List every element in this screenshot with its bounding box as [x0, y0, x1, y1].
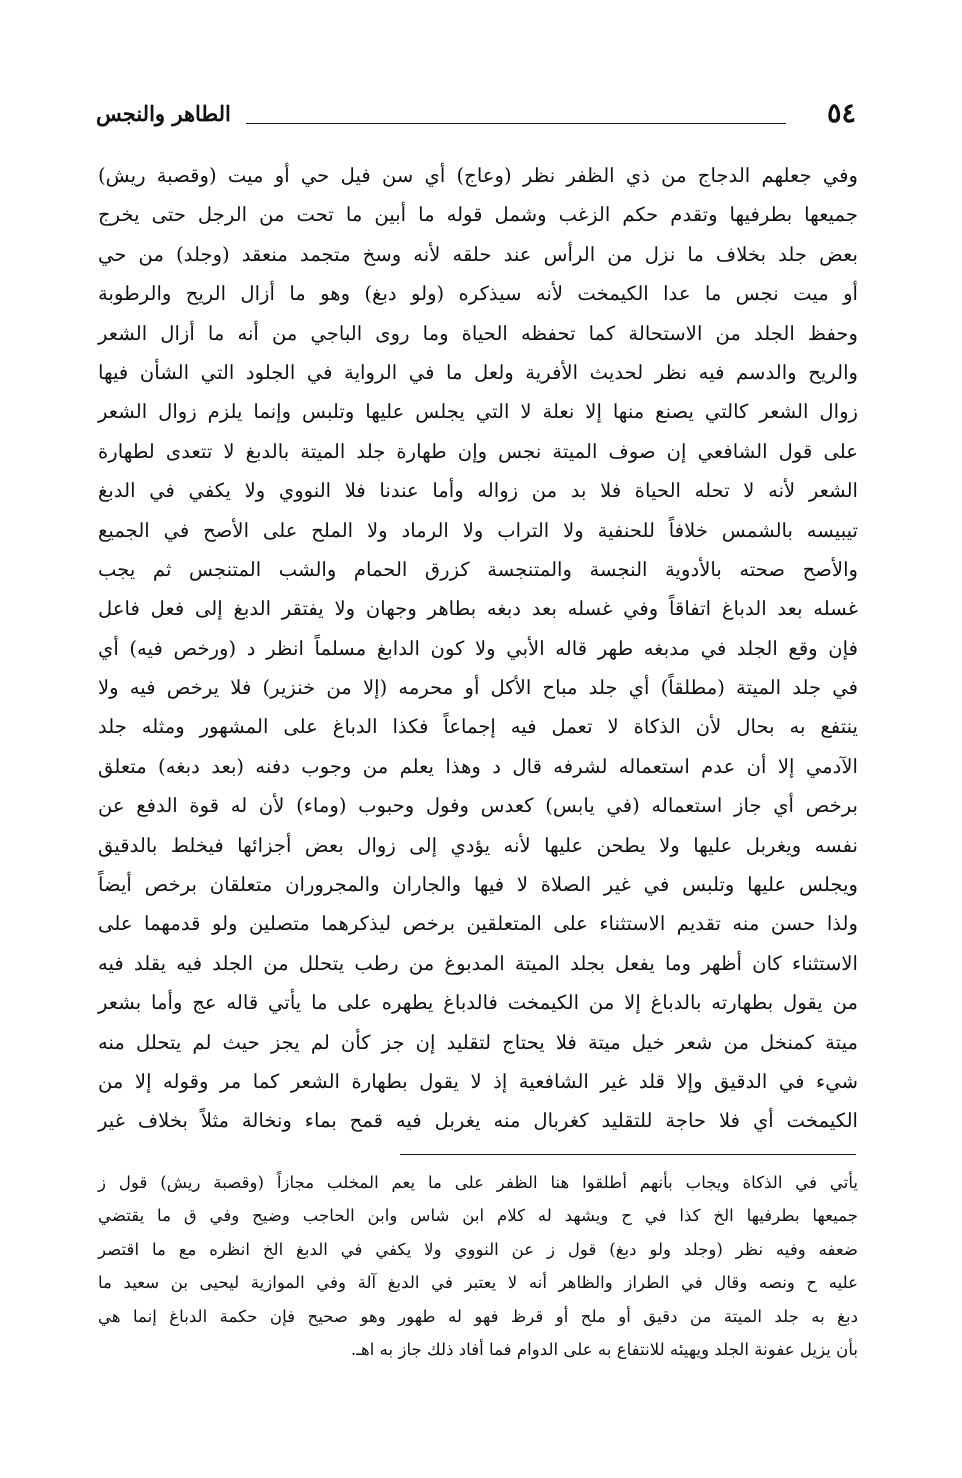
text-line: ينتفع به بحال لأن الذكاة لا تعمل فيه إجماعاً فكذا الدباغ على المشهور ومثله جلد — [98, 715, 858, 739]
text-line: الآدمي إلا أن عدم استعماله لشرفه قال د وهذا يعلم من وجوب دفنه (بعد دبغه) متعلق — [98, 754, 858, 778]
text-line: على قول الشافعي إن صوف الميتة نجس وإن طهارة جلد الميتة بالدبغ لا تتعدى لطهارة — [98, 439, 858, 463]
text-line: وفي جعلهم الدجاج من ذي الظفر نظر (وعاج) أي سن فيل حي أو ميت (وقصبة ريش) — [98, 164, 858, 187]
text-line: برخص أي جاز استعماله (في يابس) كعدس وفول وحبوب (وماء) لأن له قوة الدفع عن — [98, 794, 858, 818]
main-text — [98, 156, 858, 1141]
text-line: الشعر لأنه لا تحله الحياة فلا بد من زواله وأما عندنا فلا النووي ولا يكفي في الدبغ — [98, 479, 858, 503]
text-line: غسله بعد الدباغ اتفاقاً وفي غسله بعد دبغه بطاهر وجهان ولا يفتقر الدبغ إلى فعل فاعل — [98, 597, 858, 621]
text-line: الكيمخت أي فلا حاجة للتقليد كغربال منه يغربل فيه قمح بماء ونخالة مثلاً بخلاف غير — [98, 1109, 858, 1133]
text-line: من يقول بطهارته بالدباغ إلا من الكيمخت فالدباغ يطهره على ما يأتي قاله عج وأما بشعر — [98, 991, 858, 1015]
footnote-separator — [400, 1154, 856, 1155]
text-line: جميعها بطرفيها وتقدم حكم الزغب وشمل قوله ما أبين ما تحت من الرجل حتى يخرج — [98, 203, 858, 227]
page-number: ٥٤ — [826, 98, 856, 129]
footnote-line: عليه ح ونصه وقال في الطراز والظاهر أنه لا يعتبر في الدبغ آلة وفي الموازية ليحيى بن سعيد ما — [98, 1273, 858, 1293]
text-line: ولذا حسن منه تقديم الاستثناء على المتعلقين برخص ليذكرهما متصلين ولو قدمهما على — [98, 912, 858, 936]
text-line: والريح والدسم فيه نظر لحديث الأفرية ولعل ما في الرواية في الجلود التي الشأن فيها — [98, 360, 858, 384]
footnote — [98, 1166, 858, 1366]
text-line: نفسه ويغربل عليها ولا يطحن عليها لأنه يؤدي إلى زوال بعض أجزائها فيخلط بالدقيق — [98, 833, 858, 857]
text-line: ميتة كمنخل من شعر خيل ميتة فلا يحتاج لتقليد إن جز كأن لم يجز حيث لم يتحلل منه — [98, 1030, 858, 1054]
text-line: ويجلس عليها وتلبس في غير الصلاة لا فيها والجاران والمجروران متعلقان برخص أيضاً — [98, 873, 858, 897]
text-line: في جلد الميتة (مطلقاً) أي جلد مباح الأكل أو محرمه (إلا من خنزير) فلا يرخص فيه ولا — [98, 676, 858, 700]
text-line: الاستثناء كان أظهر وما يفعل بجلد الميتة المدبوغ من رطب يتحلل من الجلد فيه يقلد فيه — [98, 951, 858, 975]
page-header — [96, 94, 856, 134]
running-title: الطاهر والنجس — [96, 101, 231, 126]
text-line: وحفظ الجلد من الاستحالة كما تحفظه الحياة وما روى الباجي من أنه ما أزال الشعر — [98, 321, 858, 345]
footnote-line: يأتي في الذكاة ويجاب بأنهم أطلقوا هنا الظفر على ما يعم المخلب مجازاً (وقصبة ريش) قول ز — [98, 1173, 858, 1192]
text-line: فإن وقع الجلد في مدبغه طهر قاله الأبي ولا كون الدابغ مسلماً انظر د (ورخص فيه) أي — [98, 636, 858, 660]
footnote-line: جميعها بطرفيها الخ كذا في ح ويشهد له كلام ابن شاس وابن الحاجب وضيح وفي ق ما يقتضي — [98, 1206, 858, 1226]
header-rule — [246, 123, 786, 124]
text-line: شيء في الدقيق وإلا قلد غير الشافعية إذ لا يقول بطهارة الشعر كما مر وقوله إلا من — [98, 1069, 858, 1093]
text-line: والأصح صحته بالأدوية النجسة والمتنجسة كزرق الحمام والشب المتنجس ثم يجب — [98, 557, 858, 581]
text-line: بعض جلد بخلاف ما نزل من الرأس عند حلقه لأنه وسخ متجمد منعقد (وجلد) من حي — [98, 242, 858, 266]
footnote-line: دبغ به جلد الميتة من دقيق أو ملح أو قرظ فهو له طهور وهو صحيح فإن حكمة الدباغ إنما هي — [98, 1306, 858, 1326]
text-line: زوال الشعر كالتي يصنع منها إلا نعلة لا التي يجلس عليها وتلبس وإنما يلزم زوال الشعر — [98, 400, 858, 424]
text-line: أو ميت نجس ما عدا الكيمخت لأنه سيذكره (ولو دبغ) وهو ما أزال الريح والرطوبة — [98, 282, 858, 306]
footnote-line: بأن يزيل عفونة الجلد ويهيئه للانتفاع به على الدوام فما أفاد ذلك جاز به اهـ. — [350, 1339, 858, 1359]
footnote-line: ضعفه وفيه نظر (وجلد ولو دبغ) قول ز عن النووي ولا يكفي في الدبغ الخ انظره مع ما اقتصر — [98, 1239, 858, 1259]
text-line: تيبيسه بالشمس خلافاً للحنفية ولا التراب ولا الرماد ولا الملح على الأصح في الجميع — [98, 518, 858, 542]
